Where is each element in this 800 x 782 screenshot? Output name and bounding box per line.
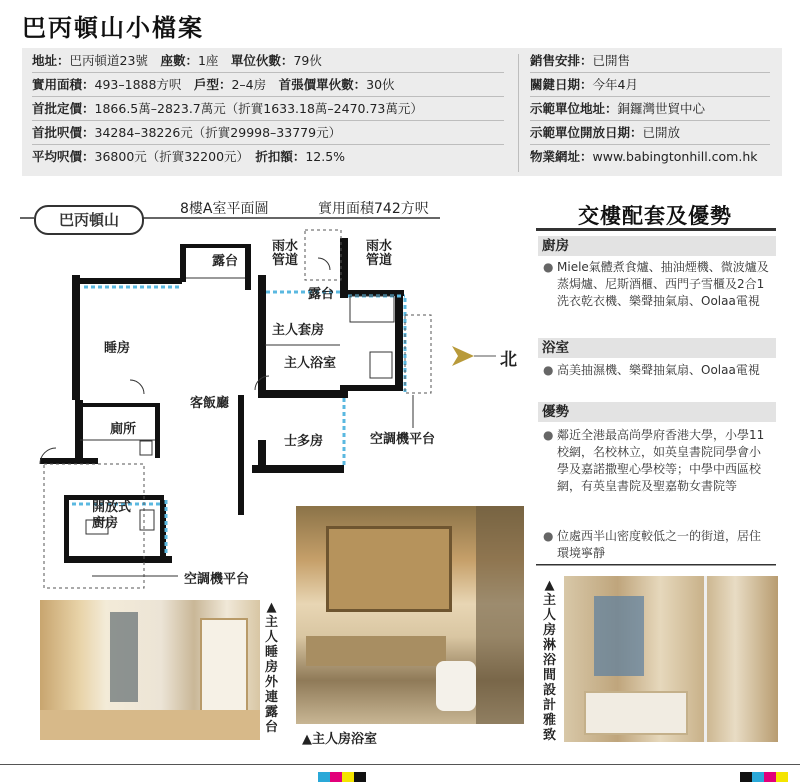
label-ac-platform-right: 空調機平台 bbox=[370, 432, 436, 447]
print-mark-cyan-2 bbox=[752, 772, 764, 782]
room-store: 士多房 bbox=[284, 434, 324, 449]
print-mark-black-2 bbox=[740, 772, 752, 782]
label-ac-platform-bottom: 空調機平台 bbox=[184, 572, 250, 587]
bedroom-photo bbox=[40, 600, 260, 740]
info-row-showflat-open: 示範單位開放日期：已開放 bbox=[530, 124, 770, 145]
shower-photo-caption: ▲主人房淋浴間設計雅致 bbox=[542, 578, 556, 743]
info-row-sales: 銷售安排：已開售 bbox=[530, 52, 770, 73]
print-mark-magenta-2 bbox=[764, 772, 776, 782]
info-row-psf: 首批呎價：34284–38226元（折實29998–33779元） bbox=[32, 124, 504, 145]
info-row-key-date: 關鍵日期：今年4月 bbox=[530, 76, 770, 97]
bedroom-photo-caption: ▲主人睡房外連露台 bbox=[264, 600, 278, 735]
room-master-bath: 主人浴室 bbox=[284, 356, 337, 371]
article-title: 巴丙頓山小檔案 bbox=[22, 13, 204, 42]
section-bathroom-heading: 浴室 bbox=[538, 338, 776, 358]
plan-area-title: 實用面積742方呎 bbox=[318, 201, 429, 217]
advantage-item: ● 位處西半山密度較低之一的街道，居住環境寧靜 bbox=[543, 529, 762, 560]
section-advantages-heading: 優勢 bbox=[538, 402, 776, 422]
shower-photo bbox=[564, 576, 778, 742]
features-title-rule bbox=[536, 228, 776, 232]
bathroom-photo-caption: ▲主人房浴室 bbox=[302, 732, 377, 747]
room-bedroom: 睡房 bbox=[104, 341, 131, 356]
plan-title: 8樓A室平面圖 bbox=[180, 201, 269, 217]
info-row-website: 物業網址：www.babingtonhill.com.hk bbox=[530, 149, 758, 164]
bottom-rule bbox=[0, 764, 800, 765]
info-row-showflat: 示範單位地址：銅鑼灣世貿中心 bbox=[530, 100, 770, 121]
info-row-avg: 平均呎價：36800元（折實32200元） 折扣額：12.5% bbox=[32, 149, 346, 164]
features-title: 交樓配套及優勢 bbox=[578, 203, 732, 228]
print-mark-black bbox=[354, 772, 366, 782]
room-open-kitchen: 開放式 廚房 bbox=[92, 500, 132, 531]
estate-name-badge: 巴丙頓山 bbox=[34, 205, 144, 235]
print-mark-magenta bbox=[330, 772, 342, 782]
room-downpipe-1: 雨水 管道 bbox=[272, 239, 299, 268]
kitchen-item: ● Miele氣體煮食爐、抽油煙機、微波爐及蒸焗爐、尼斯酒櫃、西門子雪櫃及2合1洗衣乾衣機、樂聲抽氣扇、Oolaa電視 bbox=[543, 260, 769, 308]
room-balcony-left: 露台 bbox=[212, 254, 239, 269]
room-toilet: 廁所 bbox=[110, 422, 137, 437]
room-downpipe-2: 雨水 管道 bbox=[366, 239, 393, 268]
room-master-suite: 主人套房 bbox=[272, 323, 325, 338]
info-row-area: 實用面積：493–1888方呎 戶型：2–4房 首張價單伙數：30伙 bbox=[32, 76, 504, 97]
print-mark-yellow-2 bbox=[776, 772, 788, 782]
advantage-item: ● 鄰近全港最高尚學府香港大學，小學11校網，名校林立，如英皇書院同學會小學及嘉諾撒聖心學校等；中學中西區校網，有英皇書院及聖嘉勒女書院等 bbox=[543, 428, 765, 493]
room-living-dining: 客飯廳 bbox=[190, 396, 230, 411]
print-mark-yellow bbox=[342, 772, 354, 782]
section-kitchen-heading: 廚房 bbox=[538, 236, 776, 256]
bathroom-item: ● 高美抽濕機、樂聲抽氣扇、Oolaa電視 bbox=[543, 363, 760, 377]
print-mark-cyan bbox=[318, 772, 330, 782]
info-row-address: 地址：巴丙頓道23號 座數：1座 單位伙數：79伙 bbox=[32, 52, 504, 73]
info-row-first-price: 首批定價：1866.5萬–2823.7萬元（折實1633.18萬–2470.73萬元） bbox=[32, 100, 504, 121]
master-bathroom-photo bbox=[296, 506, 524, 724]
room-balcony-right: 露台 bbox=[308, 287, 335, 302]
features-bottom-rule bbox=[536, 564, 776, 566]
north-label: 北 bbox=[500, 350, 517, 370]
